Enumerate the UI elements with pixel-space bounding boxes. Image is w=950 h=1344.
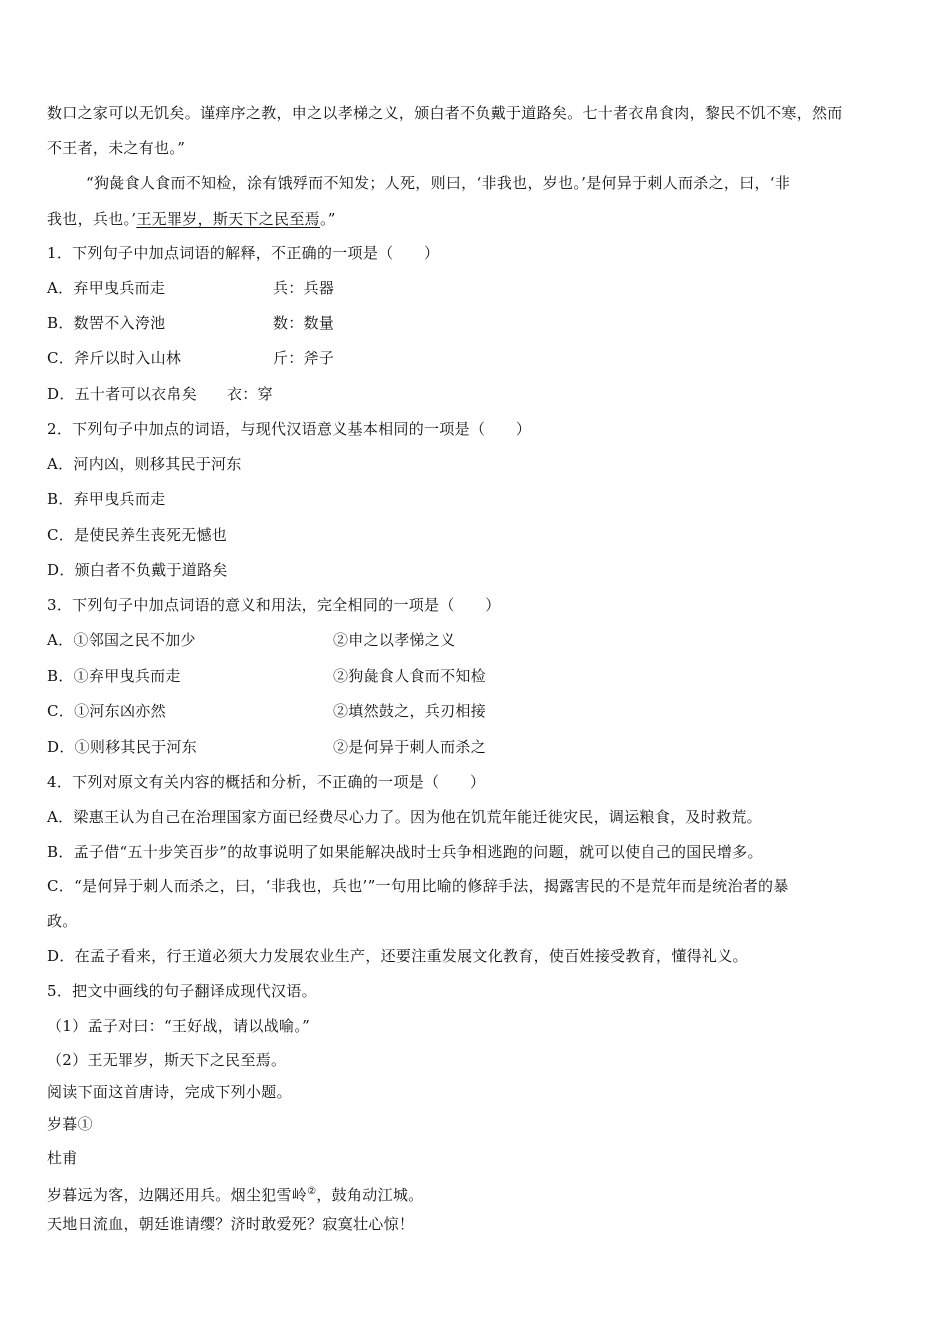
q3-option-a <box>47 630 456 650</box>
q3-option-a-second: ②申之以孝悌之义 <box>333 631 456 649</box>
poem-author: 杜甫 <box>47 1149 78 1167</box>
q3-stem: 3．下列句子中加点词语的意义和用法，完全相同的一项是（ ） <box>47 596 501 614</box>
q1-option-c <box>47 348 335 368</box>
q4-stem: 4．下列对原文有关内容的概括和分析，不正确的一项是（ ） <box>47 773 486 791</box>
poem-line-1 <box>47 1182 423 1205</box>
passage-p1-line1: 数口之家可以无饥矣。谨痒序之教，申之以孝梯之义，颁白者不负戴于道路矣。七十者衣帛食肉，黎民不饥不寒，然而 <box>47 104 843 122</box>
q1-option-b <box>47 313 335 333</box>
q5-sentence-1: （1）孟子对曰：“王好战，请以战喻。” <box>47 1017 311 1035</box>
q3-option-b <box>47 666 487 686</box>
poem-line-1-pre: 岁暮远为客，边隅还用兵。烟尘犯雪岭 <box>47 1186 308 1204</box>
q1-stem: 1．下列句子中加点词语的解释，不正确的一项是（ ） <box>47 244 440 262</box>
q2-option-a: A．河内凶，则移其民于河东 <box>47 455 242 473</box>
q1-option-a <box>47 278 335 298</box>
q3-option-c <box>47 701 487 721</box>
q4-option-a: A．梁惠王认为自己在治理国家方面已经费尽心力了。因为他在饥荒年能迁徙灾民，调运粮食，及时救荒。 <box>47 808 762 826</box>
q1-option-d-gloss: 衣：穿 <box>227 385 273 403</box>
q2-option-b: B．弃甲曳兵而走 <box>47 490 166 508</box>
q1-option-d <box>47 384 273 404</box>
poem-title: 岁暮① <box>47 1115 93 1133</box>
passage-p2-line2-post: 。” <box>319 210 336 228</box>
poem-line-1-post: ，鼓角动江城。 <box>316 1186 424 1204</box>
q3-option-c-second: ②填然鼓之，兵刃相接 <box>333 702 487 720</box>
q2-stem: 2．下列句子中加点的词语，与现代汉语意义基本相同的一项是（ ） <box>47 420 532 438</box>
q1-option-a-sentence: A．弃甲曳兵而走 <box>47 279 166 297</box>
passage-p2-line1: “狗彘食人食而不知检，涂有饿殍而不知发；人死，则曰，‘非我也，岁也。’是何异于刺人而杀之，曰，‘非 <box>86 174 791 192</box>
q3-option-a-first: A．①邻国之民不加少 <box>47 631 196 649</box>
q4-option-c-line2: 政。 <box>47 912 78 930</box>
q2-option-d: D．颁白者不负戴于道路矣 <box>47 561 228 579</box>
q1-option-b-gloss: 数：数量 <box>273 314 335 332</box>
q1-option-d-sentence: D．五十者可以衣帛矣 <box>47 385 198 403</box>
q3-option-d-first: D．①则移其民于河东 <box>47 738 198 756</box>
underlined-sentence: 王无罪岁，斯天下之民至焉 <box>136 210 320 228</box>
poem-line-2: 天地日流血，朝廷谁请缨？济时敢爱死？寂寞壮心惊！ <box>47 1215 415 1233</box>
q3-option-d <box>47 737 487 757</box>
q1-option-b-sentence: B．数罟不入洿池 <box>47 314 166 332</box>
q3-option-c-first: C．①河东凶亦然 <box>47 702 166 720</box>
q4-option-b: B．孟子借“五十步笑百步”的故事说明了如果能解决战时士兵争相逃跑的问题，就可以使自己的国民增多。 <box>47 843 763 861</box>
passage-p1-line2: 不王者，未之有也。” <box>47 139 186 157</box>
poem-intro: 阅读下面这首唐诗，完成下列小题。 <box>47 1083 292 1101</box>
q1-option-c-sentence: C．斧斤以时入山林 <box>47 349 182 367</box>
passage-p2-line2-pre: 我也，兵也。’ <box>47 210 137 228</box>
poem-footnote-marker: ② <box>307 1186 317 1197</box>
q1-option-c-gloss: 斤：斧子 <box>273 349 335 367</box>
q5-sentence-2: （2）王无罪岁，斯天下之民至焉。 <box>47 1051 287 1069</box>
q5-stem: 5．把文中画线的句子翻译成现代汉语。 <box>47 982 317 1000</box>
q4-option-d: D．在孟子看来，行王道必须大力发展农业生产，还要注重发展文化教育，使百姓接受教育，懂得礼义。 <box>47 947 748 965</box>
q3-option-b-second: ②狗彘食人食而不知检 <box>333 667 487 685</box>
passage-p2-line2 <box>47 209 336 229</box>
q2-option-c: C．是使民养生丧死无憾也 <box>47 526 228 544</box>
q3-option-d-second: ②是何异于刺人而杀之 <box>333 738 487 756</box>
q1-option-a-gloss: 兵：兵器 <box>273 279 335 297</box>
q4-option-c-line1: C．“是何异于刺人而杀之，曰，‘非我也，兵也’”一句用比喻的修辞手法，揭露害民的不是荒年而是统治者的暴 <box>47 877 789 895</box>
q3-option-b-first: B．①弃甲曳兵而走 <box>47 667 181 685</box>
